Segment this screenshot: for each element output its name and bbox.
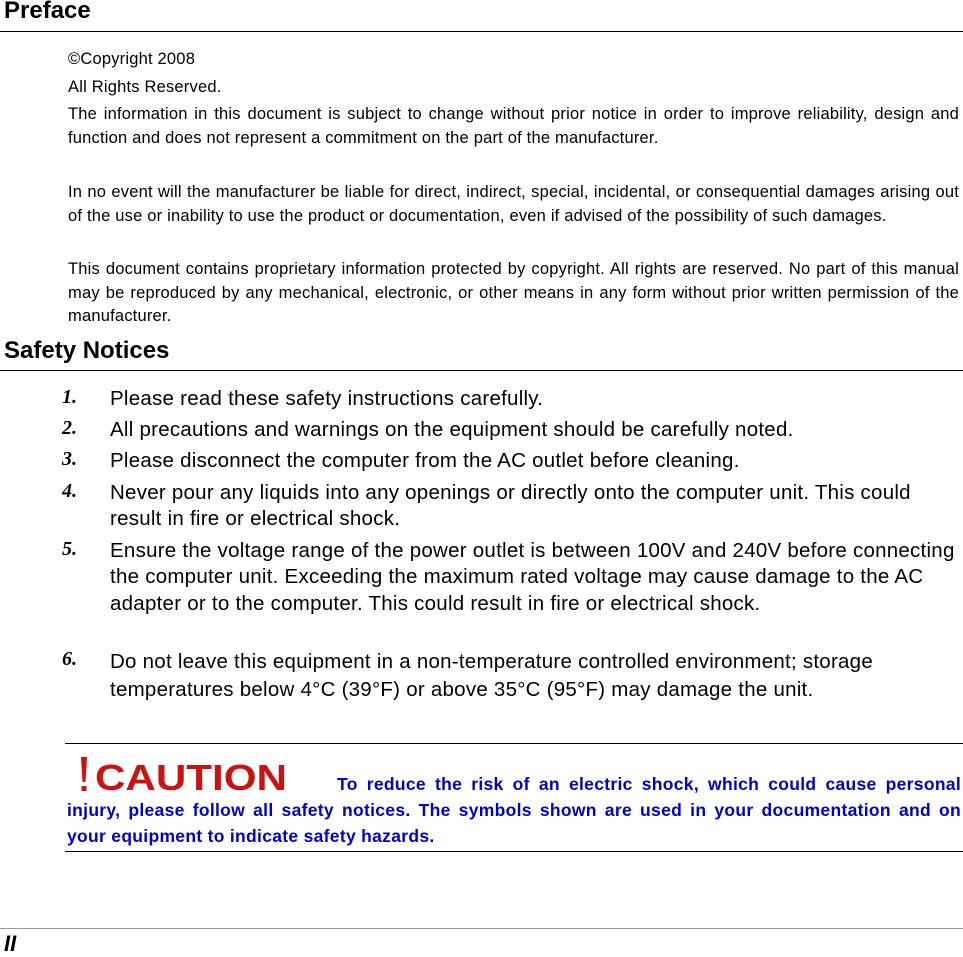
list-number: 3. <box>62 448 77 470</box>
safety-rule <box>0 370 963 371</box>
copyright-line: ©Copyright 2008 <box>68 50 196 68</box>
safety-notices-heading: Safety Notices <box>4 337 170 364</box>
list-text: All precautions and warnings on the equipment should be carefully noted. <box>110 418 794 441</box>
preface-paragraph-3: This document contains proprietary information protected by copyright. All rights are reserved. No part of this manual may be reproduced by any mechanical, electronic, or other means in any form without prior written permission of the manufacturer. <box>68 260 959 326</box>
footer-rule <box>0 928 963 929</box>
list-number: 4. <box>62 480 77 502</box>
list-number: 1. <box>62 386 77 408</box>
page-number: II <box>4 931 17 956</box>
list-text: Do not leave this equipment in a non-temperature controlled environment; storage temperatures below 4°C (39°F) or above 35°C (95°F) may damage the unit. <box>110 650 873 701</box>
preface-paragraph-2: In no event will the manufacturer be liable for direct, indirect, special, incidental, or consequential damages arising out of the use or inability to use the product or documentation, even if advised of the possibility of such damages. <box>68 183 959 225</box>
list-text: Please disconnect the computer from the AC outlet before cleaning. <box>110 449 740 472</box>
preface-heading: Preface <box>4 0 91 24</box>
preface-rule <box>0 31 963 32</box>
rights-line: All Rights Reserved. <box>68 78 222 96</box>
list-text: Never pour any liquids into any openings or directly onto the computer unit. This could result in fire or electrical shock. <box>110 481 911 531</box>
caution-text: To reduce the risk of an electric shock, which could cause personal injury, please follow all safety notices. The symbols shown are used in your documentation and on your equipment to indicate safety hazards. <box>67 774 961 846</box>
caution-logo-text: CAUTION <box>95 757 287 798</box>
list-number: 6. <box>62 648 77 670</box>
list-number: 2. <box>62 417 77 439</box>
preface-paragraph-1: The information in this document is subject to change without prior notice in order to improve reliability, design and function and does not represent a commitment on the part of the manufacturer. <box>68 105 959 147</box>
list-number: 5. <box>62 538 77 560</box>
caution-notice <box>65 743 963 852</box>
list-text: Please read these safety instructions carefully. <box>110 387 544 410</box>
list-text: Ensure the voltage range of the power outlet is between 100V and 240V before connecting the computer unit. Exceeding the maximum rated voltage may cause damage to the AC adapter or to the computer. This could result in fire or electrical shock. <box>110 539 955 615</box>
